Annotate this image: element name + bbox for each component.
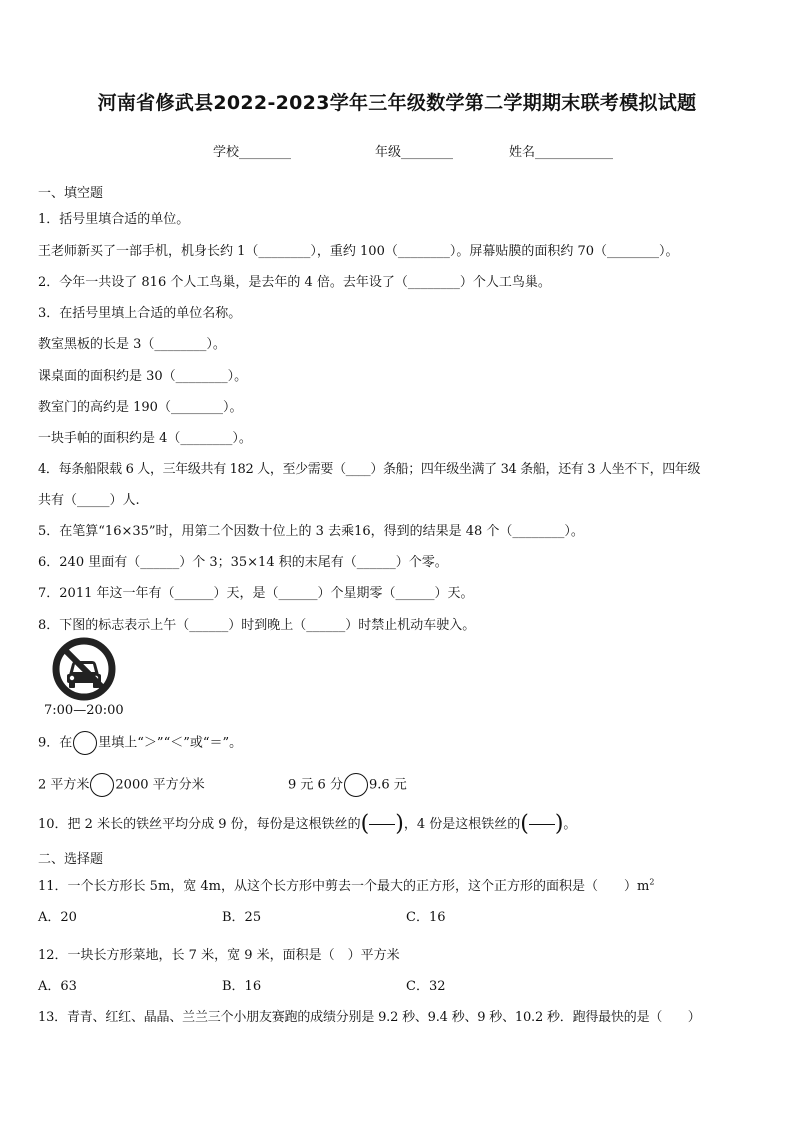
no-vehicle-sign-icon — [52, 637, 116, 701]
question-9 — [38, 731, 242, 755]
page-title: 河南省修武县2022-2023学年三年级数学第二学期期末联考模拟试题 — [97, 92, 697, 114]
question-6: 6．240 里面有（______）个 3；35×14 积的末尾有（______）个零。 — [38, 555, 448, 570]
question-3d: 一块手帕的面积约是 4（________）。 — [38, 431, 252, 446]
fraction-blank-1[interactable] — [369, 824, 395, 825]
section-fill-heading: 一、填空题 — [38, 186, 104, 201]
q12-option-b[interactable]: B．16 — [222, 979, 262, 994]
question-4: 4．每条船限载 6 人，三年级共有 182 人，至少需要（____）条船；四年级坐满了 34 条船，还有 3 人坐不下，四年级 — [38, 462, 701, 477]
sign-caption: 7:00—20:00 — [44, 703, 124, 718]
compare-right-a: 2000 平方分米 — [115, 777, 205, 793]
question-3a: 教室黑板的长是 3（________）。 — [38, 337, 226, 352]
q11-option-a[interactable]: A．20 — [38, 910, 77, 925]
question-1-body: 王老师新买了一部手机，机身长约 1（________），重约 100（________）。屏幕贴膜的面积约 70（________）。 — [38, 244, 679, 259]
question-9-suffix: 里填上“＞”“＜”或“＝”。 — [98, 735, 243, 751]
question-8: 8．下图的标志表示上午（______）时到晚上（______）时禁止机动车驶入。 — [38, 618, 476, 633]
compare-circle — [73, 731, 97, 755]
q11-option-c[interactable]: C．16 — [406, 910, 446, 925]
q12-option-c[interactable]: C．32 — [406, 979, 446, 994]
question-10-part-b: ，4 份是这根铁丝的 — [403, 817, 521, 832]
question-5: 5．在笔算“16×35”时，用第二个因数十位上的 3 去乘16，得到的结果是 48 个（________）。 — [38, 524, 584, 539]
question-1: 1．括号里填合适的单位。 — [38, 212, 190, 227]
question-3c: 教室门的高约是 190（________）。 — [38, 400, 243, 415]
question-7: 7．2011 年这一年有（______）天，是（______）个星期零（______）天。 — [38, 586, 474, 601]
question-11 — [38, 875, 654, 894]
section-choice-heading: 二、选择题 — [38, 852, 104, 867]
school-field: 学校________ — [213, 145, 292, 160]
question-13: 13．青青、红红、晶晶、兰兰三个小朋友赛跑的成绩分别是 9.2 秒、9.4 秒、9 秒、10.2 秒．跑得最快的是（ ） — [38, 1010, 701, 1025]
question-11-text: 11．一个长方形长 5m，宽 4m，从这个长方形中剪去一个最大的正方形，这个正方形的面积是（ ）m — [38, 879, 650, 894]
compare-circle-b[interactable] — [344, 773, 368, 797]
question-2: 2．今年一共设了 816 个人工鸟巢，是去年的 4 倍。去年设了（________）个人工鸟巢。 — [38, 275, 551, 290]
unit-superscript: 2 — [649, 877, 655, 887]
grade-field: 年级________ — [375, 145, 454, 160]
compare-right-b: 9.6 元 — [368, 777, 407, 793]
question-9a — [38, 773, 205, 797]
question-10: 10．把 2 米长的铁丝平均分成 9 份，每份是这根铁丝的( )，4 份是这根铁丝的( )。 — [38, 811, 577, 837]
question-9-prefix: 9．在 — [38, 735, 73, 751]
question-10-part-a: 10．把 2 米长的铁丝平均分成 9 份，每份是这根铁丝的 — [38, 817, 361, 832]
q12-option-a[interactable]: A．63 — [38, 979, 77, 994]
question-12: 12．一块长方形菜地，长 7 米，宽 9 米，面积是（ ）平方米 — [38, 948, 400, 963]
question-3b: 课桌面的面积约是 30（________）。 — [38, 369, 248, 384]
name-field: 姓名____________ — [509, 145, 614, 160]
question-9b — [288, 773, 407, 797]
question-3: 3．在括号里填上合适的单位名称。 — [38, 306, 242, 321]
compare-left-b: 9 元 6 分 — [288, 777, 343, 793]
q11-option-b[interactable]: B．25 — [222, 910, 262, 925]
question-4-cont: 共有（_____）人. — [38, 493, 140, 508]
compare-left-a: 2 平方米 — [38, 777, 90, 793]
fraction-blank-2[interactable] — [529, 824, 555, 825]
question-10-part-c: 。 — [563, 817, 577, 832]
compare-circle-a[interactable] — [90, 773, 114, 797]
